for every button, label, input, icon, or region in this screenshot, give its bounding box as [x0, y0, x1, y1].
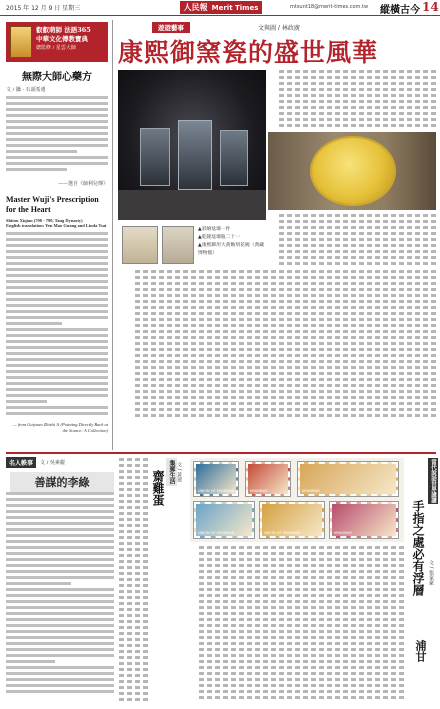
left-article-byline: 文 / 攝 · 石頭希遷: [6, 87, 46, 93]
vase-photo-1: [162, 226, 194, 264]
feature-body-top: [268, 70, 436, 128]
left-article-source-en: — from Guiyuan Zhizhi Ji (Pointing Directly Back at the Source: A Collection): [12, 422, 108, 433]
museum-photo: [118, 70, 266, 220]
stamp-label: UNION OF MYANMAR: [264, 531, 301, 535]
stamp-label: UNION OF MYANMAR: [198, 531, 235, 535]
left-article-byline-en: Shitou Xiqian (700 - 790, Tang Dynasty): [6, 218, 83, 223]
display-case-left: [140, 128, 170, 186]
display-case-center: [178, 120, 212, 190]
stamp-title: 齋雞蛋: [151, 470, 165, 506]
header-email: mtsunt18@merit-times.com.tw: [290, 4, 369, 10]
stamp-label: MYANMAR: [250, 489, 268, 493]
stamp-label: MYANMAR: [334, 531, 352, 535]
feature-kicker: 遊遊藝事: [152, 22, 190, 33]
stamp-byline: 文 / 黃建: [176, 462, 182, 482]
feature-body-mid: [272, 214, 436, 266]
right-title: 手指之處必有浮層: [411, 500, 425, 596]
ad-line-1: 叡叡萌師 法語365: [36, 26, 91, 34]
column-divider: [112, 20, 113, 450]
feature-byline: 文與圖 / 林政廣: [258, 25, 300, 32]
header-page-number: 14: [422, 0, 439, 14]
mingren-header: [6, 456, 114, 468]
header-brand: 人民報: [183, 2, 208, 12]
stamp-sheet: [190, 458, 404, 542]
right-tag: 當代說話世界講讀: [430, 459, 436, 503]
caption-3: ▲康熙御用大黃釉刻花碗（典藏博物館）: [198, 243, 265, 256]
stamp-2: [246, 462, 290, 496]
caption-1: ▲彩繪琺瑯一件: [198, 227, 231, 232]
ad-banner: [6, 22, 108, 62]
left-article-source: ——選自《師利兒傳》: [57, 181, 108, 187]
feature-captions: [198, 226, 268, 258]
left-article: [6, 66, 108, 448]
left-article-body-en: [6, 232, 108, 420]
mingren-byline: 文 / 吳素麗: [40, 459, 65, 466]
yellow-bowl: [312, 138, 394, 204]
stamp-1: [194, 462, 238, 496]
page-header: [0, 0, 440, 16]
header-section: 縱橫古今: [380, 5, 420, 16]
stamp-label: UNION OF MYANMAR: [198, 489, 235, 493]
plate-photo: [268, 132, 436, 210]
right-author: 浦甘: [414, 640, 427, 662]
stamp-label: MYANMAR: [302, 489, 320, 493]
stamp-4: [194, 502, 254, 538]
vase-photo-2: [122, 226, 158, 264]
right-byline: 文 / 張家豪: [428, 560, 434, 585]
stamp-6: [330, 502, 398, 538]
caption-2: ▲乾隆琺瑯瓶二十一: [198, 235, 241, 240]
left-article-title-en: Master Wuji's Prescription for the Heart: [6, 195, 99, 214]
header-brand-en: Merit Times: [211, 3, 259, 12]
left-article-translation-en: English translation: Yen Mao Guang and Linda Tsai: [6, 223, 107, 228]
stamp-3: [298, 462, 398, 496]
left-article-title: 無際大師心藥方: [22, 72, 92, 83]
display-case-right: [220, 130, 248, 186]
header-brand-logo: [180, 1, 262, 14]
stamp-tag: 集郵生活: [168, 460, 175, 484]
stamp-5: [260, 502, 324, 538]
ad-line-2: 中華文化傳教寶典: [36, 35, 88, 43]
stamp-body: [190, 546, 404, 702]
ad-book-image: [10, 26, 32, 58]
left-article-body-zh: [6, 96, 108, 178]
mingren-title: 善謀的李綠: [10, 472, 114, 492]
exhibit-floor: [118, 190, 266, 220]
header-date: 2015 年 12 月 9 日 星期三: [6, 5, 81, 12]
feature-title: 康熙御窯瓷的盛世風華: [118, 38, 379, 67]
ad-line-3: 總監修 / 星雲大師: [36, 45, 76, 51]
stamp-body-left: [118, 458, 148, 702]
mingren-tag: 名人軼事: [6, 457, 36, 468]
section-separator: [6, 452, 436, 454]
mingren-body: [6, 492, 114, 702]
feature-body-bottom: [118, 270, 436, 418]
